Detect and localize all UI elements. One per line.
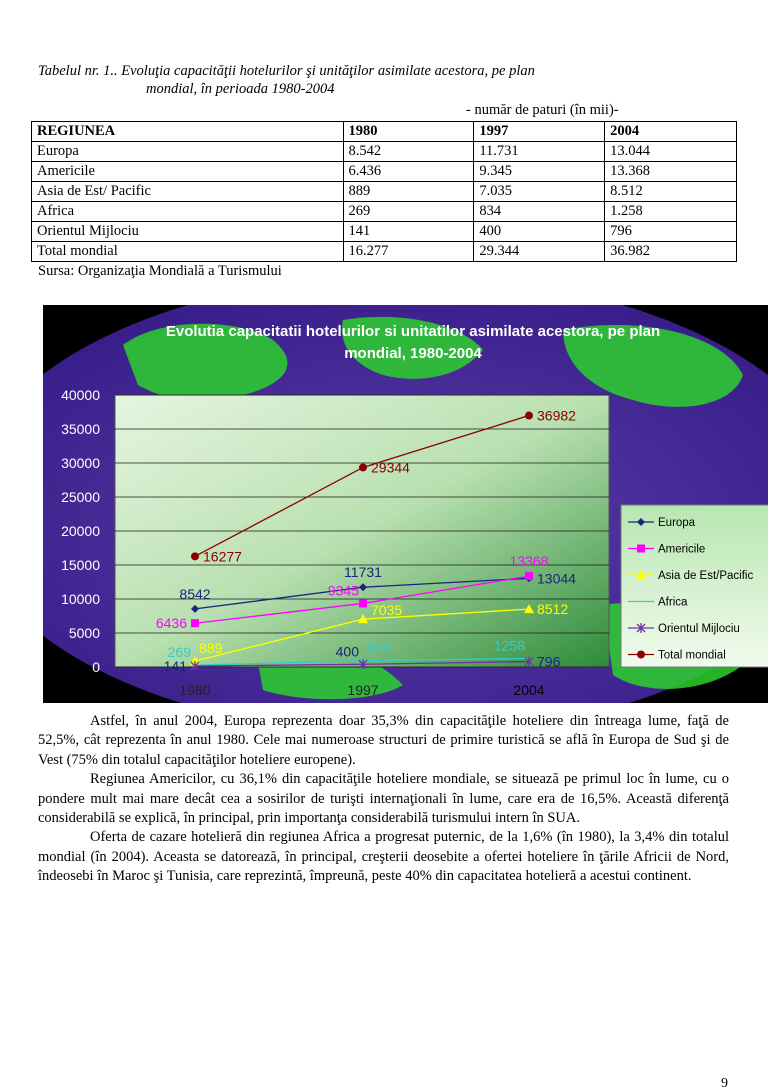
data-label: 934 (367, 639, 391, 656)
data-point (637, 651, 645, 659)
table-row (32, 162, 737, 182)
table-cell: Total mondial (32, 242, 344, 262)
data-label: 7035 (371, 602, 403, 619)
chart-svg (43, 305, 768, 703)
x-tick-label: 1997 (347, 682, 379, 698)
data-label: 6436 (155, 615, 187, 632)
data-label: 13368 (509, 553, 549, 570)
data-label: 13044 (537, 570, 576, 587)
legend-box (621, 505, 768, 667)
table-cell: 13.368 (605, 162, 737, 182)
table-cell: 16.277 (343, 242, 474, 262)
table-cell: 889 (343, 182, 474, 202)
capacity-chart (43, 305, 768, 703)
table-row (32, 242, 737, 262)
data-label: 8542 (179, 585, 211, 602)
capacity-table (31, 121, 737, 262)
y-tick-label: 20000 (61, 523, 100, 539)
data-label: 8512 (537, 601, 569, 618)
table-cell: Americile (32, 162, 344, 182)
data-point (525, 572, 533, 580)
data-label: 11731 (344, 564, 382, 581)
data-label: 141 (163, 658, 187, 675)
legend-label: Total mondial (658, 649, 726, 662)
y-tick-label: 10000 (61, 591, 100, 607)
data-label: 36982 (537, 407, 576, 424)
header-cell: 1997 (474, 122, 605, 142)
data-point (191, 619, 199, 627)
table-cell: Asia de Est/ Pacific (32, 182, 344, 202)
table-cell: Orientul Mijlociu (32, 222, 344, 242)
data-point (359, 463, 367, 471)
table-source: Sursa: Organizaţia Mondială a Turismului (38, 263, 282, 279)
table-cell: 8.542 (343, 142, 474, 162)
table-cell: Africa (32, 202, 344, 222)
chart-title-line2: mondial, 1980-2004 (344, 345, 482, 362)
table-row (32, 182, 737, 202)
table-cell: 834 (474, 202, 605, 222)
y-tick-label: 35000 (61, 421, 100, 437)
legend-label: Orientul Mijlociu (658, 623, 740, 635)
data-point (359, 599, 367, 607)
y-tick-label: 25000 (61, 489, 100, 505)
table-cell: 9.345 (474, 162, 605, 182)
unit-note: - număr de paturi (în mii)- (466, 102, 619, 118)
data-label: 29344 (371, 459, 410, 476)
data-label: 16277 (203, 548, 242, 565)
paragraph: Regiunea Americilor, cu 36,1% din capacităţile hoteliere mondiale, se situează pe primul loc în lume, cu o pondere mult mai mare decât cea a sosirilor de turişti internaţionali în lume, care era de 16,5%. Această diferenţă considerabilă se explică, în principal, prin importanţa considerabilă turismului intern în SUA. (38, 771, 729, 827)
data-label: 889 (199, 639, 223, 656)
data-label: 9345 (327, 582, 359, 599)
table-cell: 269 (343, 202, 474, 222)
table-caption (38, 62, 535, 98)
data-label: 269 (167, 644, 191, 661)
table-caption-line1: Tabelul nr. 1.. Evoluţia capacităţii hotelurilor şi unităţilor asimilate acestora, pe plan (38, 63, 535, 79)
y-tick-label: 30000 (61, 455, 100, 471)
table-cell: 7.035 (474, 182, 605, 202)
paragraph: Oferta de cazare hotelieră din regiunea Africa a progresat puternic, de la 1,6% (în 1980), la 3,4% din totalul mondial (în 2004). Aceasta se datorează, în principal, creşterii deosebite a ofertei hoteliere în ţările Africii de Nord, îndeosebi în Maroc şi Tunisia, care reprezintă, împreună, peste 40% din capacitatea hotelieră a acestui continent. (38, 829, 729, 885)
legend-label: Africa (658, 596, 688, 609)
table-cell: 13.044 (605, 142, 737, 162)
x-tick-label: 1980 (179, 682, 211, 698)
table-cell: 36.982 (605, 242, 737, 262)
data-point (525, 412, 533, 420)
data-label: 1258 (493, 637, 525, 654)
chart-title-line1: Evolutia capacitatii hotelurilor si unitatilor asimilate acestora, pe plan (165, 323, 661, 340)
legend-label: Americile (658, 543, 706, 556)
y-tick-label: 5000 (68, 625, 100, 641)
table-row (32, 202, 737, 222)
table-cell: 400 (474, 222, 605, 242)
data-point (191, 552, 199, 560)
table-caption-line2: mondial, în perioada 1980-2004 (146, 81, 335, 97)
paragraph: Astfel, în anul 2004, Europa reprezenta doar 35,3% din capacităţile hoteliere din întreaga lume, faţă de 52,5%, cât reprezenta în anul 1980. Cele mai numeroase structuri de primire turistică se află în Europa de Sud şi de Vest (75% din totalul capacităţilor hoteliere europene). (38, 713, 729, 768)
y-tick-label: 0 (92, 659, 100, 675)
table-row (32, 142, 737, 162)
table-cell: 11.731 (474, 142, 605, 162)
table-cell: 1.258 (605, 202, 737, 222)
page-number: 9 (721, 1076, 728, 1091)
x-tick-label: 2004 (513, 682, 545, 698)
table-header-row (32, 122, 737, 142)
legend-label: Europa (658, 517, 696, 529)
y-tick-label: 40000 (61, 387, 100, 403)
table-cell: 141 (343, 222, 474, 242)
body-text (38, 712, 729, 887)
y-tick-label: 15000 (61, 557, 100, 573)
table-cell: 6.436 (343, 162, 474, 182)
data-label: 796 (537, 653, 561, 670)
table-cell: 8.512 (605, 182, 737, 202)
header-cell: REGIUNEA (32, 122, 344, 142)
legend-label: Asia de Est/Pacific (658, 570, 754, 582)
table-cell: Europa (32, 142, 344, 162)
table-cell: 29.344 (474, 242, 605, 262)
data-point (637, 545, 645, 553)
header-cell: 2004 (605, 122, 737, 142)
header-cell: 1980 (343, 122, 474, 142)
data-label: 400 (335, 643, 359, 660)
table-row (32, 222, 737, 242)
table-cell: 796 (605, 222, 737, 242)
